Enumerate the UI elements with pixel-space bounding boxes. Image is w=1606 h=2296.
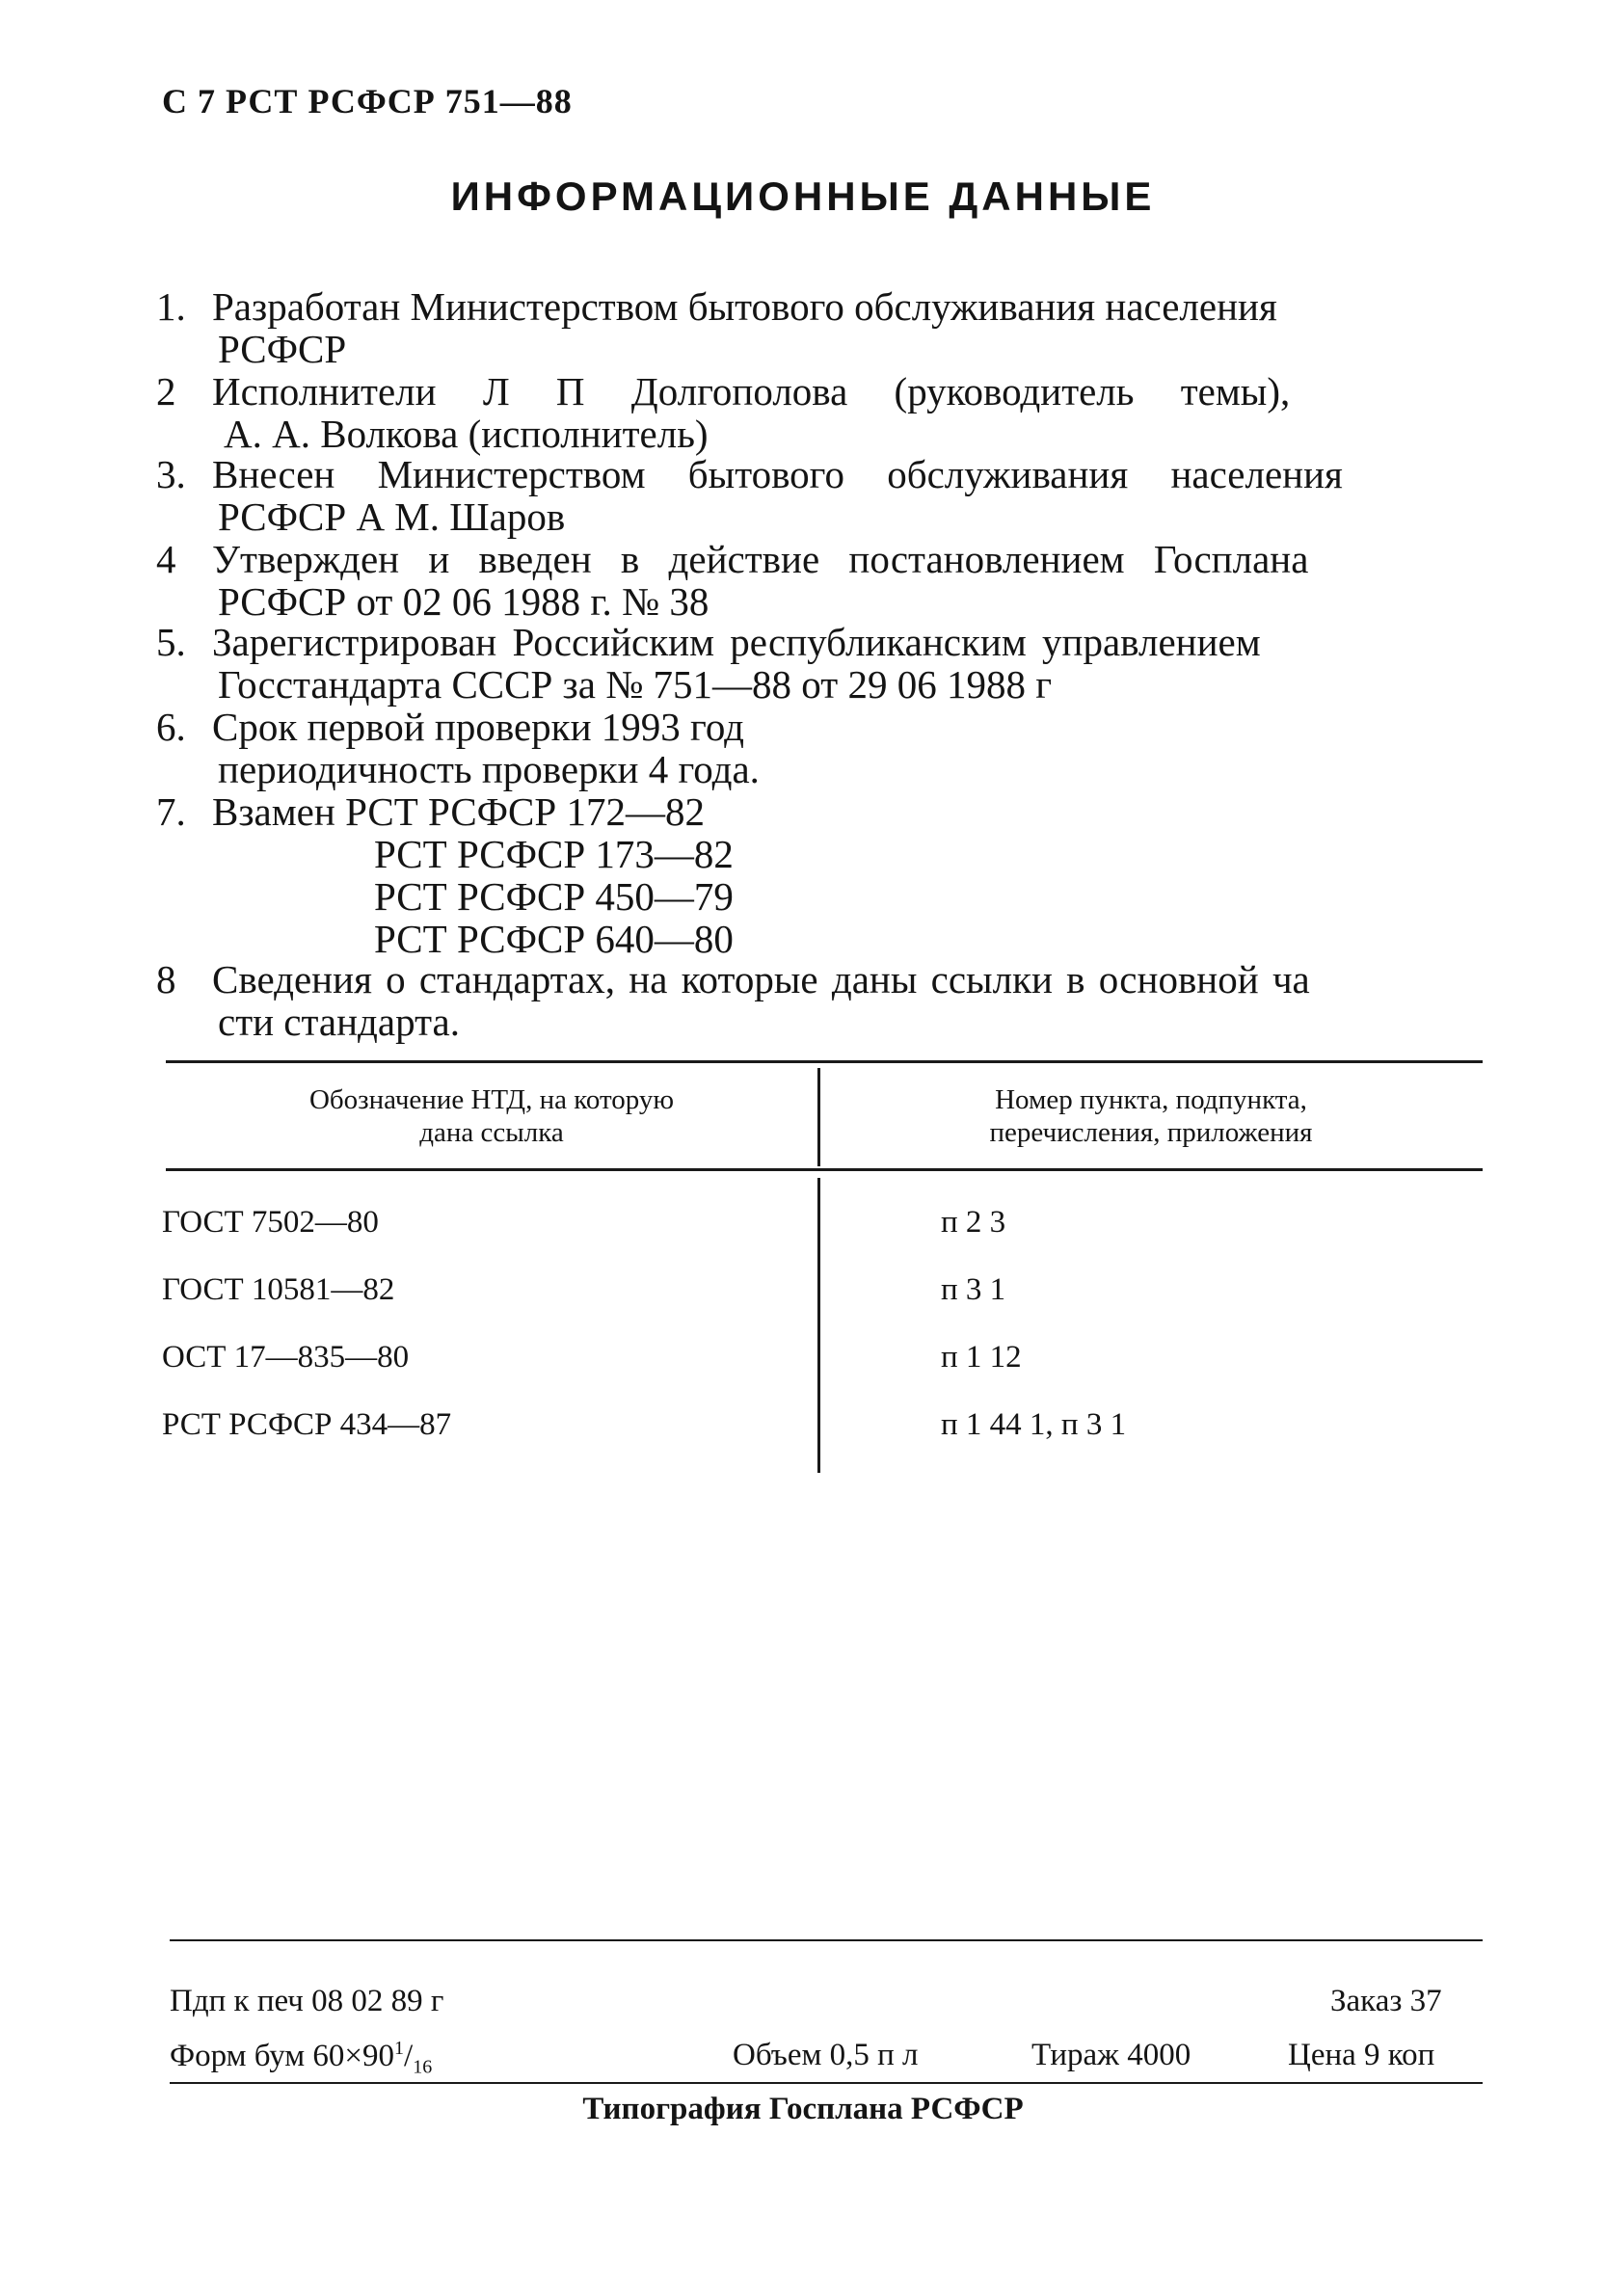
table-cell-clause: п 3 1: [941, 1272, 1006, 1307]
item-text: Взамен РСТ РСФСР 172—82: [212, 789, 705, 834]
list-item: [156, 537, 1479, 624]
format-denominator: 16: [413, 2056, 433, 2078]
item-text: Внесен Министерством бытового обслуживания населения: [212, 452, 1343, 496]
imprint-order: Заказ 37: [1330, 1984, 1442, 2018]
list-item: [156, 369, 1479, 456]
item-continuation: РСФСР от 02 06 1988 г. № 38: [218, 579, 709, 624]
imprint-format: Форм бум $60\times 90^1/_{16}$: [170, 2038, 433, 2078]
table-cell-reference: РСТ РСФСР 434—87: [162, 1407, 452, 1442]
table-header-reference: [166, 1083, 817, 1149]
imprint-bottom-rule: [170, 2082, 1483, 2084]
imprint-printer: Типография Госплана РСФСР: [582, 2092, 1024, 2126]
item-text: Зарегистрирован Российским республиканским управлением: [212, 620, 1261, 664]
header-line: перечисления, приложения: [989, 1117, 1313, 1148]
table-cell-reference: ОСТ 17—835—80: [162, 1340, 410, 1375]
item-continuation: Госстандарта СССР за № 751—88 от 29 06 1988 г: [218, 662, 1053, 707]
item-continuation: А. А. Волкова (исполнитель): [224, 412, 709, 456]
item-text: Срок первой проверки 1993 год: [212, 705, 745, 749]
imprint-top-rule: [170, 1939, 1483, 1941]
table-cell-clause: п 1 44 1, п 3 1: [941, 1407, 1127, 1442]
imprint-circulation: Тираж 4000: [1031, 2038, 1191, 2072]
item-text: Утвержден и введен в действие постановлением Госплана: [212, 537, 1309, 581]
list-item: [156, 789, 1479, 961]
item-continuation: периодичность проверки 4 года.: [218, 747, 760, 791]
item-continuation: РСТ РСФСР 450—79: [374, 874, 734, 919]
item-number: 4: [156, 537, 176, 581]
list-item: [156, 452, 1479, 539]
item-number: 2: [156, 369, 176, 414]
table-cell-clause: п 1 12: [941, 1340, 1022, 1375]
item-number: 1.: [156, 284, 186, 329]
item-text: Разработан Министерством бытового обслуживания населения: [212, 284, 1277, 329]
table-header-clause: [819, 1083, 1483, 1149]
item-number: 8: [156, 957, 176, 1001]
list-item: [156, 620, 1479, 707]
header-line: дана ссылка: [419, 1117, 564, 1148]
list-item: [156, 284, 1479, 371]
item-continuation: РСФСР: [218, 327, 347, 371]
item-continuation: сти стандарта.: [218, 1000, 460, 1044]
item-continuation: РСТ РСФСР 173—82: [374, 832, 734, 876]
header-line: Номер пункта, подпункта,: [995, 1084, 1307, 1115]
format-numerator: 1: [394, 2038, 405, 2059]
list-item: [156, 705, 1479, 791]
item-number: 6.: [156, 705, 186, 749]
list-item: [156, 957, 1479, 1044]
table-cell-clause: п 2 3: [941, 1205, 1006, 1240]
running-header: С 7 РСТ РСФСР 751—88: [162, 82, 573, 120]
page-title: ИНФОРМАЦИОННЫЕ ДАННЫЕ: [450, 174, 1156, 219]
item-text: Исполнители Л П Долгополова (руководитель темы),: [212, 369, 1291, 414]
imprint-volume: Объем 0,5 п л: [733, 2038, 919, 2072]
item-number: 7.: [156, 789, 186, 834]
item-continuation: РСТ РСФСР 640—80: [374, 917, 734, 961]
format-text: Форм бум 60×90: [170, 2039, 395, 2073]
imprint-signed: Пдп к печ 08 02 89 г: [170, 1984, 444, 2018]
table-column-divider: [817, 1178, 820, 1473]
imprint-price: Цена 9 коп: [1288, 2038, 1435, 2072]
table-top-rule: [166, 1060, 1483, 1063]
table-cell-reference: ГОСТ 10581—82: [162, 1272, 395, 1307]
item-number: 5.: [156, 620, 186, 664]
item-text: Сведения о стандартах, на которые даны ссылки в основной ча: [212, 957, 1310, 1001]
item-continuation: РСФСР А М. Шаров: [218, 494, 566, 539]
header-line: Обозначение НТД, на которую: [308, 1084, 675, 1115]
item-number: 3.: [156, 452, 186, 496]
table-header-rule: [166, 1168, 1483, 1171]
table-cell-reference: ГОСТ 7502—80: [162, 1205, 379, 1240]
